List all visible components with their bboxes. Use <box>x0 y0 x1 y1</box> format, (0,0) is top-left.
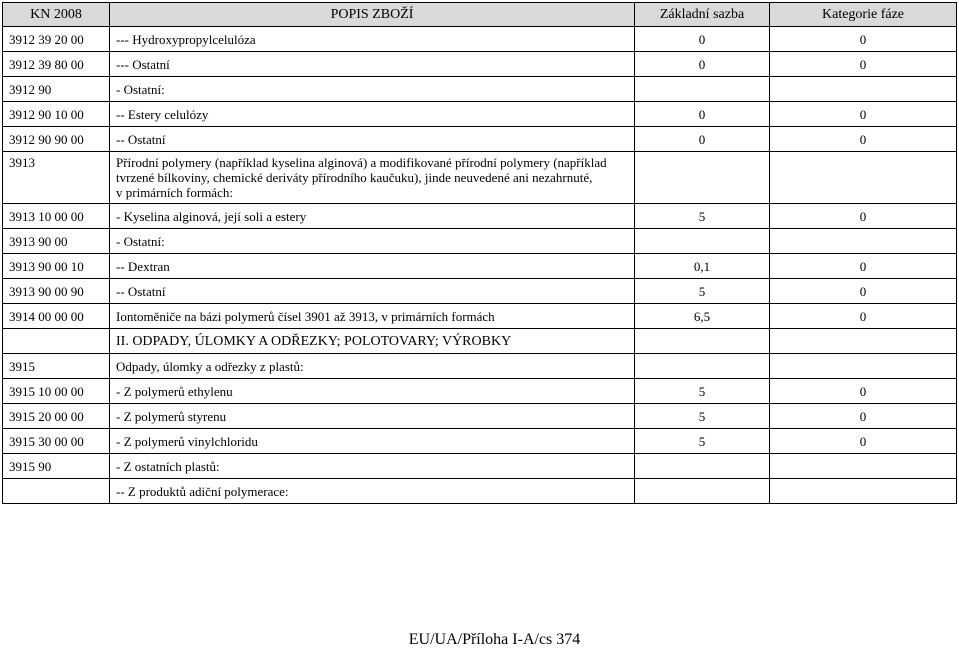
cell-kn: 3915 20 00 00 <box>3 404 110 429</box>
cell-phase-category: 0 <box>770 254 957 279</box>
cell-phase-category: 0 <box>770 204 957 229</box>
cell-description: --- Hydroxypropylcelulóza <box>110 27 635 52</box>
cell-base-rate: 5 <box>635 379 770 404</box>
cell-description: - Ostatní: <box>110 77 635 102</box>
cell-kn <box>3 479 110 504</box>
page-footer-reference: EU/UA/Příloha I-A/cs 374 <box>408 631 581 648</box>
table-row <box>3 354 957 379</box>
table-row <box>3 254 957 279</box>
cell-kn: 3915 30 00 00 <box>3 429 110 454</box>
description-line: v primárních formách: <box>116 185 233 200</box>
cell-kn: 3912 90 <box>3 77 110 102</box>
cell-description: -- Dextran <box>110 254 635 279</box>
cell-kn: 3912 39 80 00 <box>3 52 110 77</box>
cell-base-rate: 5 <box>635 204 770 229</box>
description-line: Přírodní polymery (například kyselina alginová) a modifikované přírodní polymery (například <box>116 155 607 170</box>
cell-phase-category <box>770 229 957 254</box>
table-row <box>3 27 957 52</box>
cell-kn: 3915 90 <box>3 454 110 479</box>
cell-description: - Z ostatních plastů: <box>110 454 635 479</box>
cell-phase-category <box>770 479 957 504</box>
cell-base-rate: 0 <box>635 27 770 52</box>
cell-phase-category: 0 <box>770 127 957 152</box>
cell-phase-category <box>770 354 957 379</box>
cell-phase-category <box>770 329 957 354</box>
section-heading: II. ODPADY, ÚLOMKY A ODŘEZKY; POLOTOVARY; VÝROBKY <box>110 329 635 354</box>
cell-kn: 3915 <box>3 354 110 379</box>
cell-description: -- Estery celulózy <box>110 102 635 127</box>
cell-base-rate <box>635 479 770 504</box>
cell-kn: 3913 90 00 90 <box>3 279 110 304</box>
table-row <box>3 454 957 479</box>
cell-description: Odpady, úlomky a odřezky z plastů: <box>110 354 635 379</box>
table-row <box>3 479 957 504</box>
cell-base-rate <box>635 329 770 354</box>
cell-base-rate: 0 <box>635 102 770 127</box>
cell-description: --- Ostatní <box>110 52 635 77</box>
cell-phase-category: 0 <box>770 404 957 429</box>
cell-phase-category <box>770 152 957 204</box>
cell-base-rate <box>635 152 770 204</box>
tariff-table <box>2 2 957 504</box>
cell-phase-category: 0 <box>770 27 957 52</box>
cell-phase-category: 0 <box>770 52 957 77</box>
cell-kn: 3913 90 00 <box>3 229 110 254</box>
cell-base-rate <box>635 229 770 254</box>
cell-description: Iontoměniče na bázi polymerů čísel 3901 až 3913, v primárních formách <box>110 304 635 329</box>
table-row <box>3 52 957 77</box>
cell-base-rate: 5 <box>635 429 770 454</box>
cell-kn: 3915 10 00 00 <box>3 379 110 404</box>
table-row <box>3 429 957 454</box>
cell-description: -- Ostatní <box>110 127 635 152</box>
cell-description: -- Ostatní <box>110 279 635 304</box>
cell-kn <box>3 329 110 354</box>
cell-base-rate: 0,1 <box>635 254 770 279</box>
cell-base-rate: 5 <box>635 404 770 429</box>
cell-base-rate <box>635 454 770 479</box>
cell-phase-category: 0 <box>770 429 957 454</box>
table-row <box>3 404 957 429</box>
table-row <box>3 229 957 254</box>
table-row <box>3 102 957 127</box>
cell-description: - Ostatní: <box>110 229 635 254</box>
header-phase-category: Kategorie fáze <box>770 3 957 27</box>
table-row <box>3 204 957 229</box>
cell-description: - Kyselina alginová, její soli a estery <box>110 204 635 229</box>
cell-description: -- Z produktů adiční polymerace: <box>110 479 635 504</box>
header-row <box>3 3 957 27</box>
cell-kn: 3912 39 20 00 <box>3 27 110 52</box>
cell-base-rate <box>635 354 770 379</box>
table-row-section-heading <box>3 329 957 354</box>
cell-kn: 3912 90 90 00 <box>3 127 110 152</box>
cell-description: - Z polymerů vinylchloridu <box>110 429 635 454</box>
cell-phase-category: 0 <box>770 102 957 127</box>
cell-base-rate: 0 <box>635 52 770 77</box>
table-row <box>3 304 957 329</box>
cell-base-rate: 0 <box>635 127 770 152</box>
cell-kn: 3913 10 00 00 <box>3 204 110 229</box>
header-kn: KN 2008 <box>3 3 110 27</box>
header-base-rate: Základní sazba <box>635 3 770 27</box>
cell-description <box>110 152 635 204</box>
cell-phase-category: 0 <box>770 279 957 304</box>
table-row <box>3 152 957 204</box>
cell-base-rate: 5 <box>635 279 770 304</box>
table-row <box>3 379 957 404</box>
cell-phase-category <box>770 77 957 102</box>
table-header <box>3 3 957 27</box>
cell-description: - Z polymerů ethylenu <box>110 379 635 404</box>
table-row <box>3 77 957 102</box>
cell-phase-category: 0 <box>770 379 957 404</box>
cell-kn: 3913 <box>3 152 110 204</box>
description-line: tvrzené bílkoviny, chemické deriváty přírodního kaučuku), jinde neuvedené ani nezahrnuté, <box>116 170 593 185</box>
table-row <box>3 127 957 152</box>
header-description: POPIS ZBOŽÍ <box>110 3 635 27</box>
table-body <box>3 27 957 504</box>
cell-base-rate: 6,5 <box>635 304 770 329</box>
cell-phase-category <box>770 454 957 479</box>
cell-kn: 3914 00 00 00 <box>3 304 110 329</box>
cell-kn: 3913 90 00 10 <box>3 254 110 279</box>
table-row <box>3 279 957 304</box>
cell-description: - Z polymerů styrenu <box>110 404 635 429</box>
cell-base-rate <box>635 77 770 102</box>
cell-phase-category: 0 <box>770 304 957 329</box>
cell-kn: 3912 90 10 00 <box>3 102 110 127</box>
